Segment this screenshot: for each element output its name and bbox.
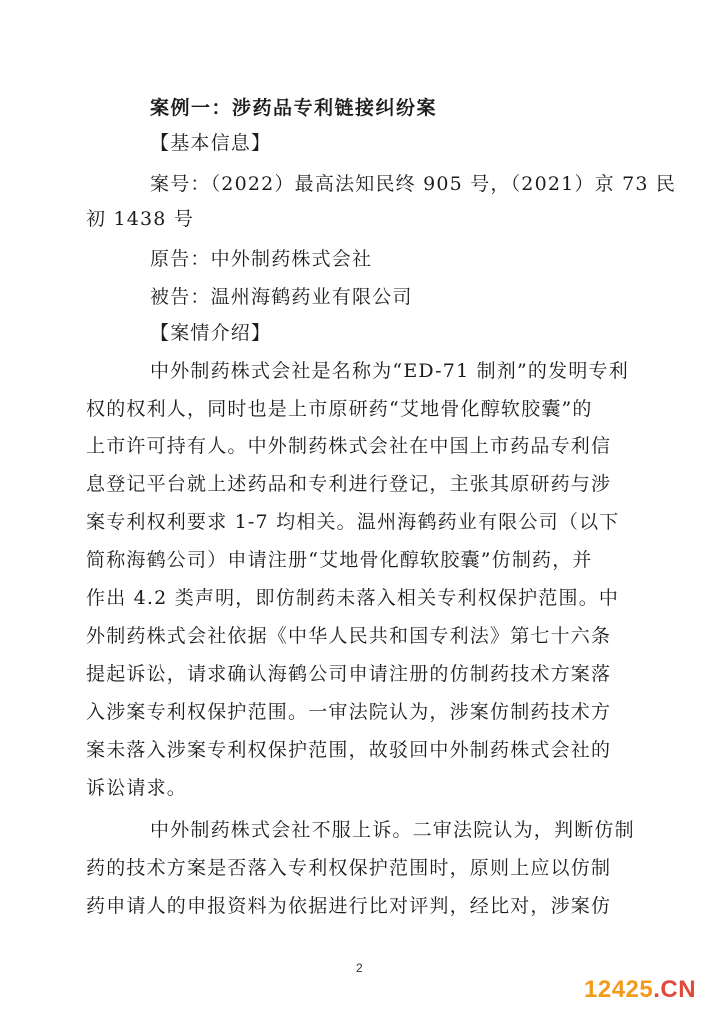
paragraph-line: 入涉案专利权保护范围。一审法院认为，涉案仿制药技术方: [86, 701, 612, 723]
paragraph-line: 案未落入涉案专利权保护范围，故驳回中外制药株式会社的: [86, 739, 612, 761]
plaintiff-line: 原告：中外制药株式会社: [150, 248, 373, 270]
section-basic-info: 【基本信息】: [150, 132, 272, 154]
paragraph-line: 药的技术方案是否落入专利权保护范围时，原则上应以仿制: [86, 857, 612, 879]
paragraph-line: 上市许可持有人。中外制药株式会社在中国上市药品专利信: [86, 435, 612, 457]
paragraph-line: 案专利权利要求 1-7 均相关。温州海鹤药业有限公司（以下: [86, 511, 620, 533]
case-number-line-2: 初 1438 号: [86, 208, 195, 230]
paragraph-line: 外制药株式会社依据《中华人民共和国专利法》第七十六条: [86, 625, 612, 647]
paragraph-line: 诉讼请求。: [86, 777, 188, 799]
paragraph-line: 中外制药株式会社是名称为“ED-71 制剂”的发明专利: [150, 360, 629, 382]
paragraph-line: 简称海鹤公司）申请注册“艾地骨化醇软胶囊”仿制药，并: [86, 549, 593, 571]
paragraph-line: 作出 4.2 类声明，即仿制药未落入相关专利权保护范围。中: [86, 587, 620, 609]
paragraph-line: 中外制药株式会社不服上诉。二审法院认为，判断仿制: [150, 819, 635, 841]
page-number: 2: [356, 961, 363, 975]
case-number-line-1: 案号：（2022）最高法知民终 905 号，（2021）京 73 民: [150, 173, 677, 195]
paragraph-line: 药申请人的申报资料为依据进行比对评判，经比对，涉案仿: [86, 895, 612, 917]
paragraph-line: 权的权利人，同时也是上市原研药“艾地骨化醇软胶囊”的: [86, 398, 593, 420]
watermark-domain: .CN: [653, 976, 697, 1003]
case-title: 案例一：涉药品专利链接纠纷案: [150, 97, 438, 119]
watermark-number: 12425: [584, 976, 654, 1003]
paragraph-line: 提起诉讼，请求确认海鹤公司申请注册的仿制药技术方案落: [86, 663, 612, 685]
site-watermark-logo: [584, 976, 696, 1004]
paragraph-line: 息登记平台就上述药品和专利进行登记，主张其原研药与涉: [86, 473, 612, 495]
defendant-line: 被告：温州海鹤药业有限公司: [150, 286, 413, 308]
section-case-intro: 【案情介绍】: [150, 322, 272, 344]
